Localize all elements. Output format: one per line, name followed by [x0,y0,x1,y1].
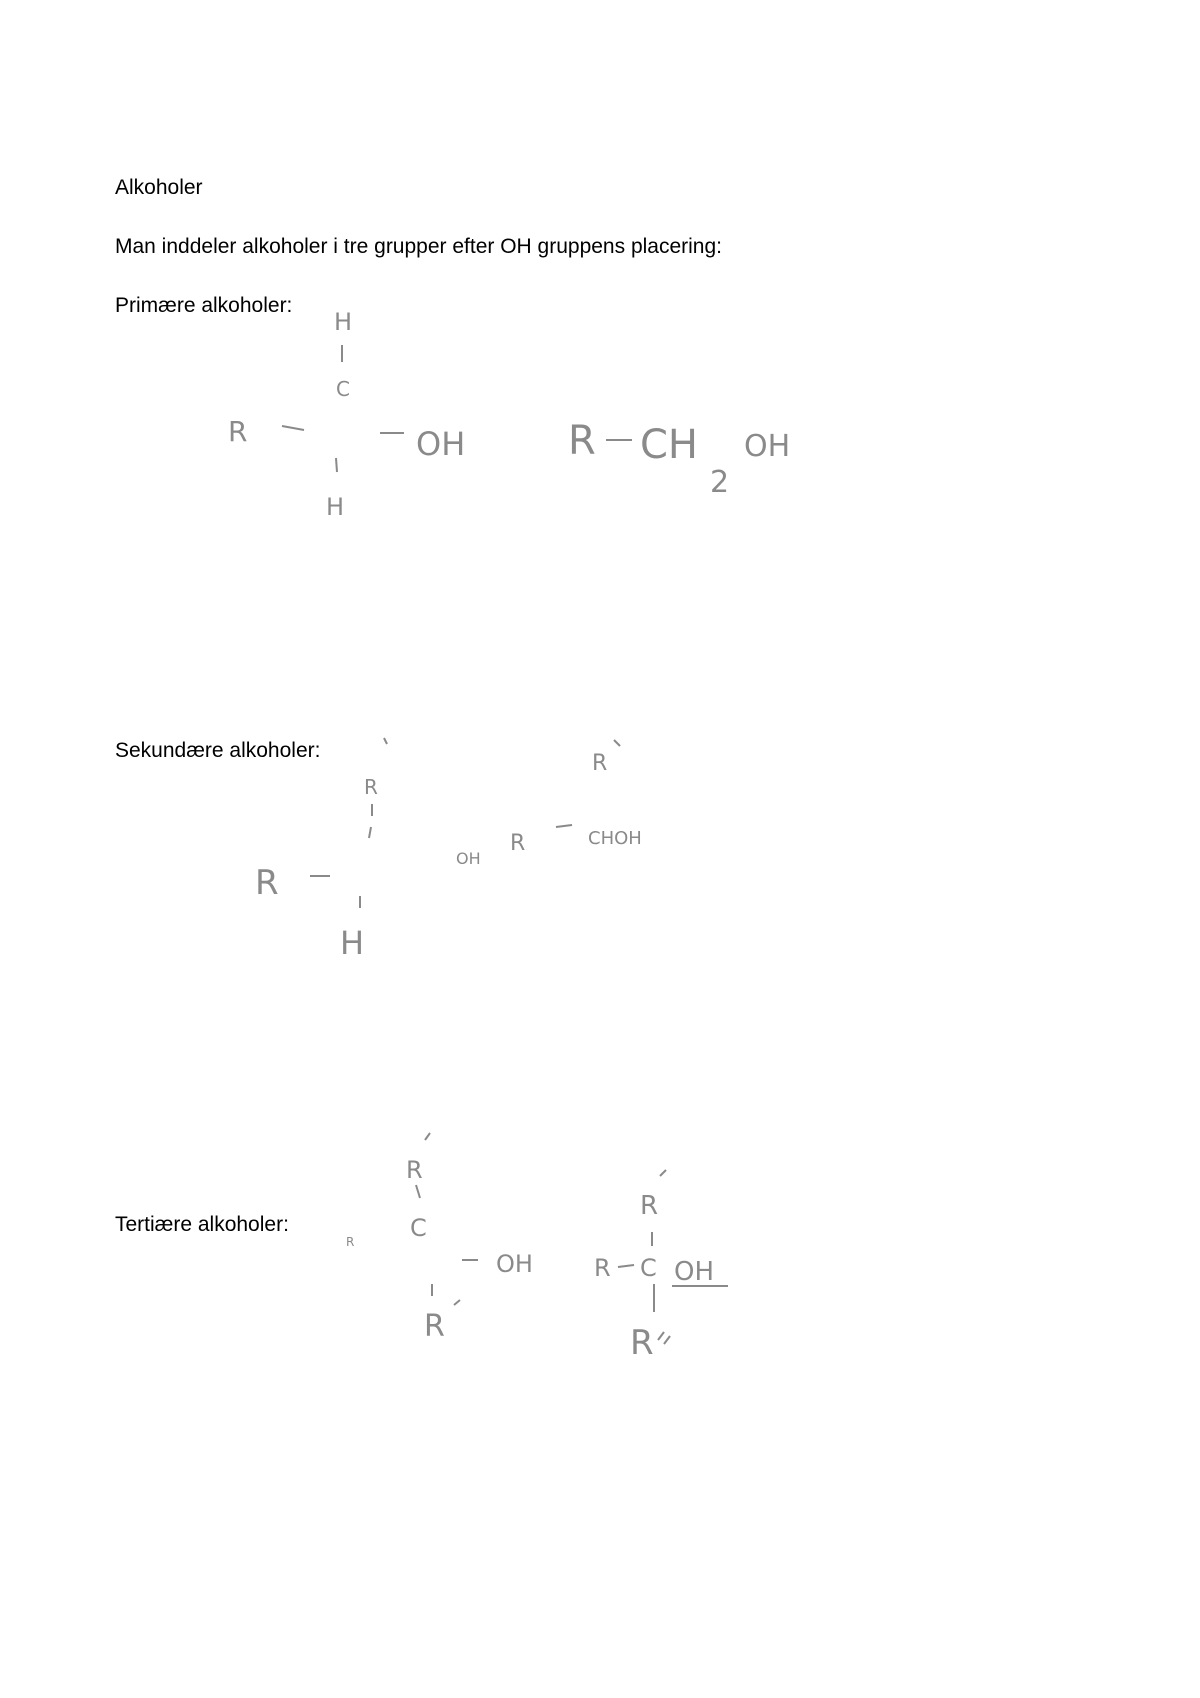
primary-top-h: H [334,308,353,336]
primary-structural-formula [282,345,404,472]
page-title: Alkoholer [115,176,203,199]
primary-bottom-h: H [326,493,345,521]
secondary-r: R [255,863,279,903]
tertiary-r: R [346,1235,355,1249]
secondary-condensed-r: R [510,831,526,856]
tertiary-carbon: C [410,1214,427,1242]
tertiary-condensed-c: C [640,1254,657,1282]
secondary-condensed-formula [556,740,620,827]
secondary-r-prime: R [364,775,378,799]
tertiary-oh: OH [496,1250,533,1278]
tertiary-condensed-r-prime: R [640,1191,659,1221]
tertiary-r-double-prime: R [424,1309,445,1344]
primary-condensed-ch: CH [640,422,699,468]
primary-oh: OH [416,425,466,463]
secondary-bottom-h: H [340,924,365,962]
secondary-structural-formula [310,738,387,908]
tertiary-condensed-oh: OH [674,1257,715,1287]
tertiary-condensed-r: R [594,1254,611,1282]
primary-condensed-oh: OH [744,429,791,464]
secondary-oh: OH [456,849,481,868]
primary-condensed-r: R [568,418,596,464]
section-label-secondary: Sekundære alkoholer: [115,739,321,762]
secondary-condensed-chohr: CHOH [588,828,642,849]
section-label-tertiary: Tertiære alkoholer: [115,1213,289,1236]
secondary-condensed-r-prime: R [592,751,608,776]
primary-r: R [228,415,248,448]
tertiary-r-prime: R [406,1156,423,1184]
primary-carbon: C [336,377,350,401]
primary-condensed-sub2: 2 [710,465,730,500]
intro-text: Man inddeler alkoholer i tre grupper efter OH gruppens placering: [115,235,723,258]
section-label-primary: Primære alkoholer: [115,294,293,317]
tertiary-condensed-r-double-prime: R [630,1323,654,1363]
